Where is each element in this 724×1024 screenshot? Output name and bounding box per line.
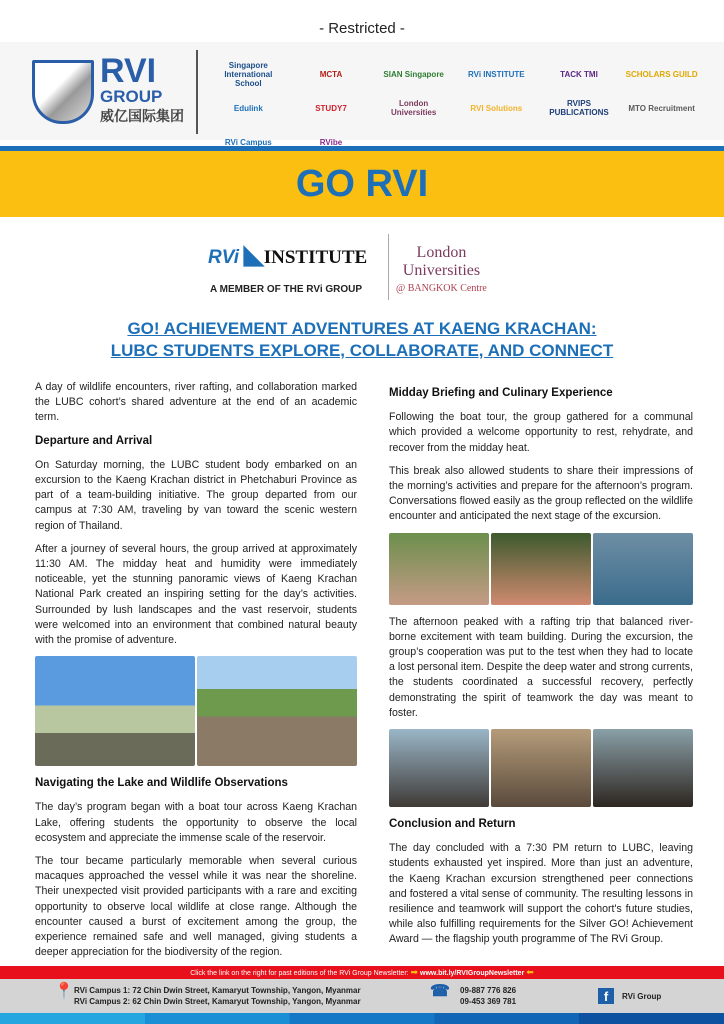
- brand-logo: SCHOLARS GUILD: [625, 69, 698, 79]
- section-heading: Navigating the Lake and Wildlife Observations: [35, 777, 288, 790]
- member-text: A MEMBER OF THE RVi GROUP: [210, 284, 363, 295]
- divider: [196, 50, 198, 134]
- logo-cn: 威亿国际集团: [100, 108, 184, 124]
- partner-logos: [0, 232, 724, 302]
- left-column: [35, 380, 357, 968]
- phone-icon: ☎: [430, 983, 450, 1000]
- brand-logo: STUDY7: [315, 103, 347, 113]
- photo: [593, 729, 693, 807]
- campus2-address: RVi Campus 2: 62 Chin Dwin Street, Kamaryut Township, Yangon, Myanmar: [74, 997, 361, 1006]
- arrow-right-icon: ➡: [410, 967, 419, 977]
- brand-logo: TACK TMI: [560, 69, 598, 79]
- paragraph: After a journey of several hours, the group arrived at approximately 11:30 AM. The midday heat and humidity were immediately noticeable, yet the stunning panoramic views of Kaeng Krachan National Park created an inspiring setting for the day’s activities. Surrounded by lush landscapes and the vast reservoir, students were welcomed into an environment that combined natural beauty with the promise of adventure.: [35, 542, 357, 647]
- phone1: 09-887 776 826: [460, 986, 517, 995]
- rvi-institute-logo: RVi ◣INSTITUTE: [208, 240, 368, 269]
- section-heading: Conclusion and Return: [389, 818, 516, 831]
- section-heading: Midday Briefing and Culinary Experience: [389, 387, 613, 399]
- go-rvi-banner: GO RVI: [0, 151, 724, 217]
- campus1-address: RVi Campus 1: 72 Chin Dwin Street, Kamaryut Township, Yangon, Myanmar: [74, 986, 361, 995]
- title-line1: GO! ACHIEVEMENT ADVENTURES AT KAENG KRACHAN:: [127, 319, 597, 338]
- logo-band: [0, 42, 724, 147]
- london-universities-logo: [396, 244, 487, 298]
- paragraph: On Saturday morning, the LUBC student body embarked on an excursion to the Kaeng Krachan district in Phetchaburi Province as part of a team-building initiative. The group departed from our campus at 7:30 AM, traveling by van toward the scenic western region of Thailand.: [35, 458, 357, 532]
- newsletter-link[interactable]: www.bit.ly/RVIGroupNewsletter: [420, 970, 525, 977]
- newsletter-bar: [0, 966, 724, 979]
- brand-logo: Singapore International School: [224, 60, 273, 88]
- paragraph: This break also allowed students to share their impressions of the morning’s activities and prepare for the afternoon’s program. Conversations flowed easily as the group reflected on the wildlife encounter and anticipated the next stage of the excursion.: [389, 464, 693, 523]
- rvi-mark: RVi: [208, 247, 239, 268]
- facebook-icon[interactable]: f: [598, 988, 614, 1004]
- brand-logo: Edulink: [233, 103, 263, 113]
- paragraph: The day concluded with a 7:30 PM return to LUBC, leaving students exhausted yet inspired. More than just an adventure, the Kaeng Krachan excursion strengthened peer connections and fostered a vital sense of community. The resulting lessons in resilience and teamwork will support the cohort's future studies, while also fulfilling requirements for the Silver GO! Achievement Award — the flagship youth programme of The RVi Group.: [389, 842, 693, 946]
- lu-line2: Universities: [402, 262, 481, 279]
- brand-logo: MCTA: [319, 69, 343, 79]
- paragraph: The day’s program began with a boat tour across Kaeng Krachan Lake, offering students the opportunity to observe the local ecosystem and appreciate the immense scale of the reservoir.: [35, 801, 357, 844]
- brand-logos: [210, 62, 700, 154]
- photo: [491, 729, 591, 807]
- rvi-group-logo: [100, 54, 184, 126]
- brand-logo: RVI Solutions: [470, 103, 523, 113]
- brand-logo: RVi Campus: [224, 137, 272, 147]
- photo: [197, 656, 357, 766]
- rvi-shield-logo: [32, 60, 94, 124]
- paragraph: The tour became particularly memorable when several curious macaques approached the vessel while it was near the shoreline. Their unexpected visit provided participants with a rare and exciting opportunity to observe local wildlife at close range. Although the encounter caused a burst of excitement among the group, the experience remained safe and well managed, giving students a deeper appreciation for the biodiversity of the region.: [35, 855, 357, 959]
- paragraph: Following the boat tour, the group gathered for a communal which provided a welcome opportunity to rest, rehydrate, and recover from the midday heat.: [389, 411, 693, 454]
- intro-paragraph: A day of wildlife encounters, river rafting, and collaboration marked the LUBC cohort’s shared adventure at the end of an academic term.: [35, 381, 357, 424]
- photo-strip: [389, 533, 693, 605]
- divider: [388, 234, 389, 300]
- brand-logo: RVibe: [319, 137, 343, 147]
- photo-strip: [35, 656, 357, 766]
- photo: [389, 533, 489, 605]
- restricted-label: - Restricted -: [319, 20, 405, 37]
- phone2: 09-453 369 781: [460, 997, 517, 1006]
- facebook-label[interactable]: RVi Group: [622, 992, 662, 1001]
- title-line2: LUBC STUDENTS EXPLORE, COLLABORATE, AND CONNECT: [110, 341, 614, 360]
- brand-logo: SIAN Singapore: [383, 69, 444, 79]
- arrow-left-icon: ⬅: [526, 967, 534, 977]
- lu-line3: @ BANGKOK Centre: [396, 283, 487, 294]
- article-title: [0, 318, 724, 362]
- photo: [389, 729, 489, 807]
- photo-strip: [389, 729, 693, 807]
- location-pin-icon: 📍: [54, 983, 74, 1000]
- logo-group: GROUP: [100, 87, 163, 106]
- photo: [35, 656, 195, 766]
- section-heading: Departure and Arrival: [35, 434, 153, 447]
- footer-stripe: [0, 1013, 724, 1024]
- brand-logo: RVi INSTITUTE: [468, 69, 525, 79]
- logo-rvi: RVI: [100, 52, 157, 90]
- photo: [593, 533, 693, 605]
- brand-logo: London Universities: [390, 99, 437, 117]
- photo: [491, 533, 591, 605]
- brand-logo: RVIPS PUBLICATIONS: [549, 99, 609, 117]
- brand-logo: MTO Recruitment: [628, 103, 695, 113]
- lu-line1: London: [416, 244, 467, 261]
- institute-text: INSTITUTE: [263, 247, 368, 268]
- contact-bar: [0, 979, 724, 1013]
- paragraph: The afternoon peaked with a rafting trip that balanced river-borne excitement with team building. During the excursion, the group’s cooperation was put to the test when they had to locate a lost personal item. Despite the deep water and strong currents, the students coordinated a successful recovery, perfectly demonstrating the spirit of teamwork the day was meant to foster.: [389, 615, 693, 719]
- right-column: [389, 382, 693, 956]
- newsletter-notice: Click the link on the right for past editions of the RVi Group Newsletter:: [190, 970, 409, 977]
